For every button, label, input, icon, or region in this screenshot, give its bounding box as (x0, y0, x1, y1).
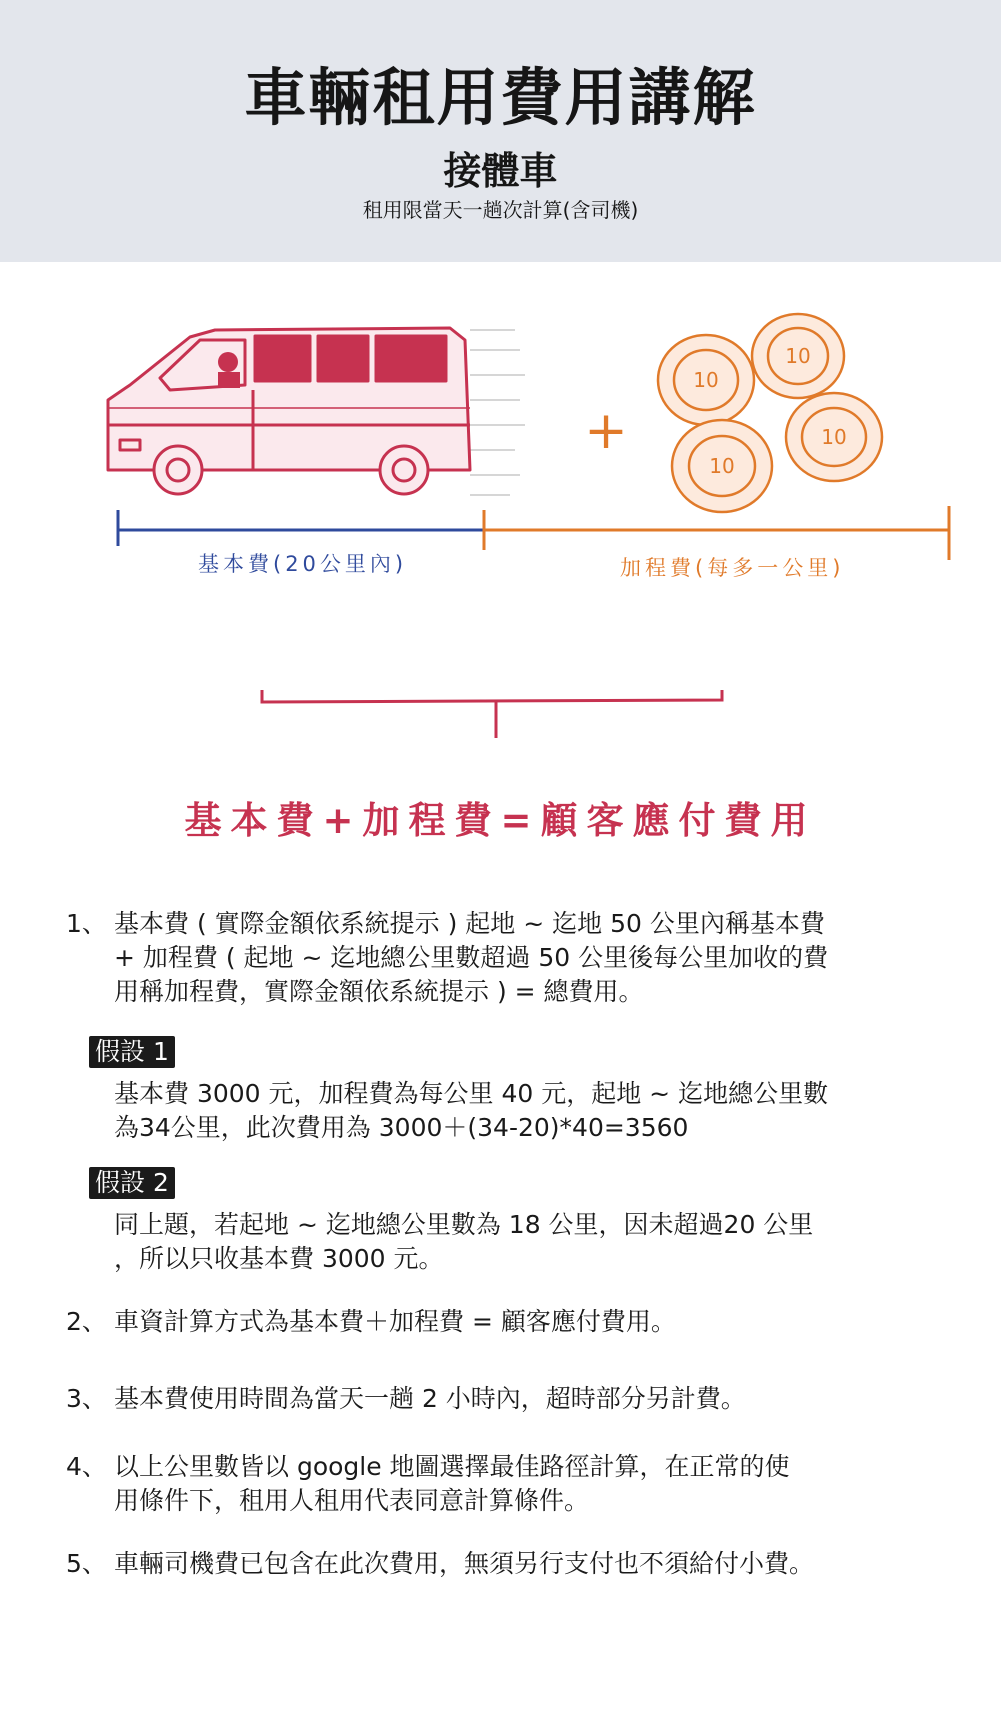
page-title: 車輛租用費用講解 (244, 61, 757, 134)
extra-fee-label: 加程費(每多一公里) (620, 556, 845, 580)
coins-illustration (658, 314, 882, 512)
list-item-text: 車輛司機費已包含在此次費用，無須另行支付也不須給付小費。 (114, 1549, 815, 1578)
motion-lines (470, 330, 525, 495)
base-distance-bracket (118, 510, 484, 546)
svg-text:10: 10 (821, 425, 847, 449)
header-banner (0, 0, 1001, 262)
pricing-illustration (0, 262, 1001, 862)
list-item-number: 4、 (66, 1452, 107, 1481)
example-badge: 假設 1 (89, 1036, 175, 1068)
list-item-number: 5、 (66, 1549, 107, 1578)
fee-formula: 基本費+加程費=顧客應付費用 (184, 799, 817, 842)
page-subtitle: 接體車 (443, 149, 558, 193)
list-item-text: 車資計算方式為基本費＋加程費 = 顧客應付費用。 (114, 1307, 676, 1336)
rental-note: 租用限當天一趟次計算(含司機) (362, 198, 639, 222)
svg-text:10: 10 (709, 454, 735, 478)
list-item-text: 以上公里數皆以 google 地圖選擇最佳路徑計算，在正常的使 用條件下，租用人租用代表同意計算條件。 (114, 1452, 790, 1515)
example-text: 基本費 3000 元，加程費為每公里 40 元，起地 ~ 迄地總公里數 為34公里，此次費用為 3000＋(34-20)*40=3560 (114, 1079, 829, 1142)
list-item-number: 1、 (66, 909, 107, 938)
sum-bracket (262, 690, 722, 738)
svg-text:10: 10 (785, 344, 811, 368)
example-text: 同上題，若起地 ~ 迄地總公里數為 18 公里，因未超過20 公里 ，所以只收基本費 3000 元。 (114, 1210, 814, 1273)
list-item-text: 基本費 ( 實際金額依系統提示 ) 起地 ~ 迄地 50 公里內稱基本費 + 加程費 ( 起地 ~ 迄地總公里數超過 50 公里後每公里加收的費 用稱加程費，實際金額依系統提示 ) = 總費用。 (114, 909, 829, 1006)
list-item-text: 基本費使用時間為當天一趟 2 小時內，超時部分另計費。 (114, 1384, 746, 1413)
van-illustration (108, 328, 470, 494)
list-item-number: 2、 (66, 1307, 107, 1336)
example-badge: 假設 2 (89, 1167, 175, 1199)
base-fee-label: 基本費(20公里內) (198, 552, 408, 576)
svg-text:10: 10 (693, 368, 719, 392)
list-item-number: 3、 (66, 1384, 107, 1413)
plus-sign: + (584, 401, 628, 461)
